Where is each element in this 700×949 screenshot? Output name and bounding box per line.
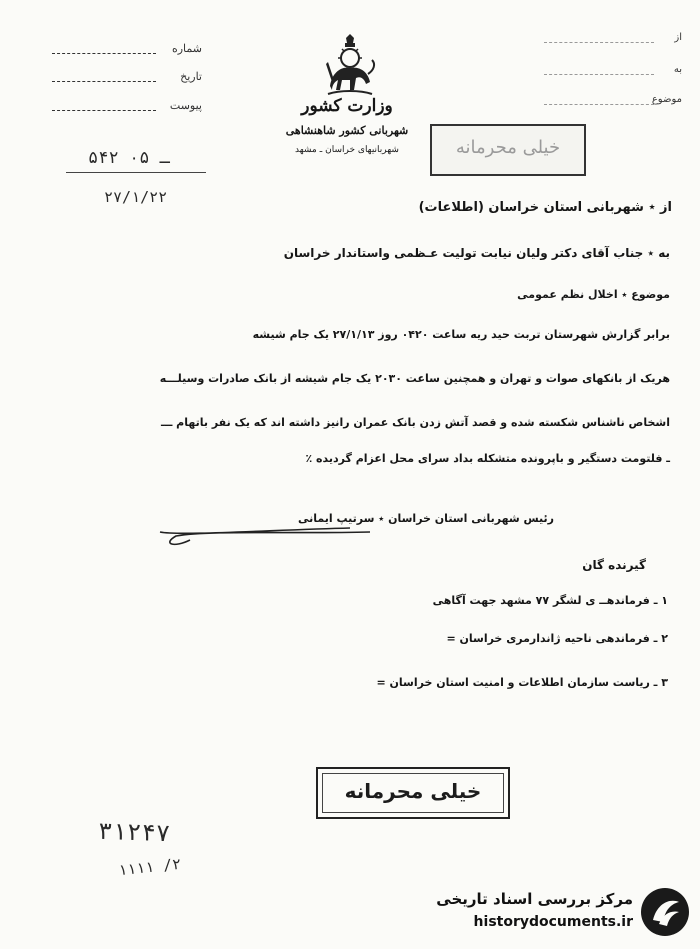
letter-signature: رئیس شهربانی استان خراسان ٭ سرتیپ ایمانی [298, 512, 554, 525]
confidential-stamp-top-text: خیلی محرمانه [455, 137, 561, 158]
archive-url: historydocuments.ir [473, 914, 633, 930]
letter-body-line-2: هریک از بانکهای صوات و تهران و همچنین ساعت ۲۰۳۰ یک جام شیشه از بانک صادرات وسیلـــه [159, 372, 670, 385]
attachment-field-line [52, 110, 156, 111]
archive-logo-icon [639, 886, 691, 938]
recipient-item-3: ۳ ـ ریاست سازمان اطلاعات و امنیت استان خراسان = [376, 676, 668, 689]
from-field-label: از [674, 32, 682, 43]
lion-and-sun-emblem-icon [320, 34, 380, 100]
recipient-item-1: ۱ ـ فرماندهــ ی لشگر ۷۷ مشهد جهت آگاهی [432, 594, 668, 607]
handwritten-note: ۱۱۱۱ /۲ [117, 854, 182, 880]
date-field-label: تاریخ [180, 70, 202, 83]
letter-subject-line: موضوع ٭ اخلال نظم عمومی [517, 288, 670, 301]
handwritten-number-underline [66, 172, 206, 173]
attachment-field [52, 99, 202, 117]
letter-from-line: از ٭ شهربانی استان خراسان (اطلاعات) [418, 200, 672, 215]
to-field-line [544, 74, 654, 75]
letter-body-line-3: اشخاص ناشناس شکسته شده و قصد آتش زدن بانک عمران رانیز داشته اند که یک نفر باتهام ـــ [161, 416, 670, 429]
letter-to-line: به ٭ جناب آقای دکتر ولیان نیابت تولیت عـظمی واستاندار خراسان [283, 246, 670, 260]
number-field [52, 42, 202, 60]
recipient-item-2: ۲ ـ فرماندهی ناحیه ژاندارمری خراسان = [446, 632, 668, 645]
police-city: شهربانیهای خراسان ـ مشهد [295, 145, 399, 155]
subject-field-label: موضوع [651, 94, 682, 105]
archive-watermark [410, 884, 695, 944]
subject-field-line [544, 104, 654, 105]
recipients-title: گیرنده گان [582, 558, 646, 572]
signature-scribble-icon [150, 520, 380, 550]
police-department: شهربانی کشور شاهنشاهی [285, 124, 409, 137]
letter-body-line-1: برابر گزارش شهرستان تربت حید ریه ساعت ۰۴۲۰ روز ۲۷/۱/۱۳ یک جام شیشه [252, 328, 670, 341]
confidential-stamp-top [430, 124, 586, 176]
handwritten-archive-number: ۳۱۲۴۷ [97, 816, 171, 848]
ministry-title: وزارت کشور [301, 96, 393, 116]
handwritten-letter-date: ۲۷/۱/۲۲ [104, 188, 168, 206]
date-field [52, 70, 202, 88]
to-field-label: به [673, 64, 682, 75]
handwritten-letter-number: ۵۴۲ ـ ۰۵ [88, 148, 170, 168]
date-field-line [52, 81, 156, 82]
letter-body-line-4: ـ فلتومت دستگیر و باپرونده متشکله بداد سرای محل اعزام گردیده ٪ [305, 452, 670, 465]
attachment-field-label: پیوست [169, 99, 202, 112]
confidential-stamp-bottom [316, 767, 510, 819]
to-field [482, 64, 682, 80]
number-field-label: شماره [171, 42, 202, 55]
from-field-line [544, 42, 654, 43]
archive-org-name: مرکز بررسی اسناد تاریخی [436, 890, 633, 908]
confidential-stamp-bottom-text: خیلی محرمانه [344, 779, 482, 803]
number-field-line [52, 53, 156, 54]
subject-field [482, 94, 682, 110]
from-field [482, 32, 682, 48]
